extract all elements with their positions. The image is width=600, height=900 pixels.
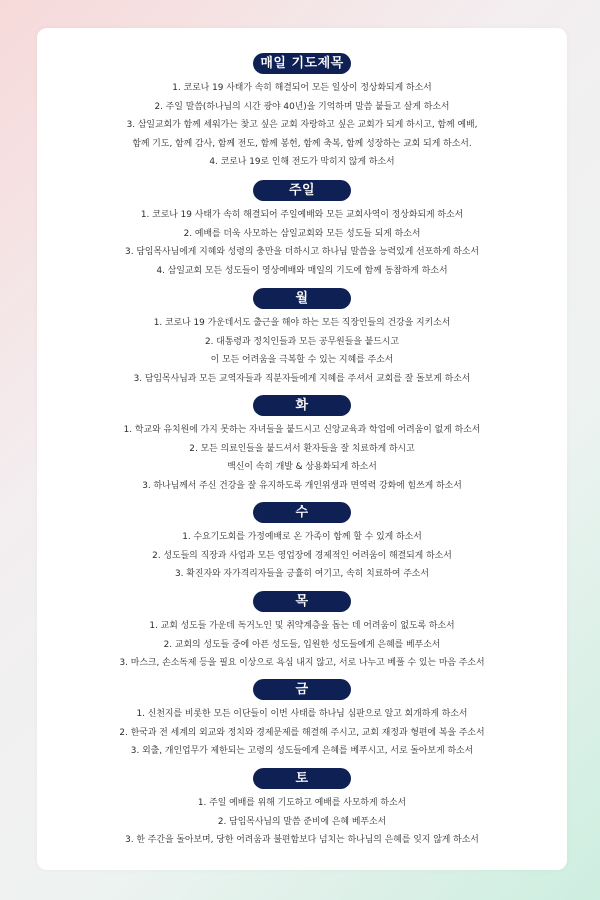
- prayer-line: 2. 모든 의료인들을 붙드셔서 환자들을 잘 치료하게 하시고: [189, 443, 415, 454]
- prayer-line: 3. 마스크, 손소독제 등을 필요 이상으로 욕심 내지 않고, 서로 나누고 베풀 수 있는 마음 주소서: [119, 658, 485, 668]
- section-saturday: [37, 768, 567, 850]
- prayer-line: 1. 코로나 19 사태가 속히 해결되어 주일예배와 모든 교회사역이 정상화되게 하소서: [140, 210, 464, 220]
- prayer-line: 2. 담임목사님의 말씀 준비에 은혜 베푸소서: [217, 816, 387, 827]
- prayer-line: 1. 수요기도회를 가정예배로 온 가족이 함께 할 수 있게 하소서: [182, 532, 422, 542]
- prayer-line: 3. 하나님께서 주신 건강을 잘 유지하도록 개인위생과 면역력 강화에 힘쓰게 하소서: [142, 480, 462, 491]
- prayer-line: 1. 코로나 19 사태가 속히 해결되어 모든 일상이 정상화되게 하소서: [172, 83, 432, 93]
- section-title: 금: [253, 679, 351, 700]
- prayer-line: 백신이 속히 개발 & 상용화되게 하소서: [227, 462, 377, 472]
- section-thursday: [37, 591, 567, 673]
- section-title: 수: [253, 502, 351, 523]
- prayer-line: 3. 한 주간을 돌아보며, 당한 어려움과 불편함보다 넘치는 하나님의 은혜를 잊지 않게 하소서: [125, 835, 479, 845]
- prayer-line: 2. 대통령과 정치인들과 모든 공무원들을 붙드시고: [204, 336, 400, 347]
- prayer-line: 1. 신천지를 비롯한 모든 이단들이 이번 사태를 하나님 심판으로 알고 회개하게 하소서: [136, 709, 468, 719]
- prayer-line: 함께 기도, 함께 감사, 함께 전도, 함께 봉헌, 함께 축복, 함께 성장하는 교회 되게 하소서.: [132, 138, 472, 149]
- section-wednesday: [37, 502, 567, 584]
- prayer-line: 2. 한국과 전 세계의 외교와 정치와 경제문제를 해결해 주시고, 교회 재정과 형편에 복을 주소서: [119, 727, 485, 738]
- prayer-line: 3. 담임목사님과 모든 교역자들과 직분자들에게 지혜를 주셔서 교회를 잘 돌보게 하소서: [133, 373, 471, 384]
- prayer-line: 1. 교회 성도들 가운데 독거노인 및 취약계층을 돕는 데 어려움이 없도록 하소서: [149, 621, 455, 631]
- prayer-card: [37, 28, 567, 870]
- prayer-line: 4. 삼일교회 모든 성도들이 영상예배와 매일의 기도에 함께 동참하게 하소서: [156, 265, 448, 276]
- prayer-line: 2. 주일 말씀(하나님의 시간 광야 40년)을 기억하며 말씀 붙들고 살게 하소서: [154, 101, 450, 112]
- section-monday: [37, 288, 567, 388]
- section-title: 토: [253, 768, 351, 789]
- section-title: 주일: [253, 180, 351, 201]
- section-title: 목: [253, 591, 351, 612]
- prayer-line: 1. 학교와 유치원에 가지 못하는 자녀들을 붙드시고 신앙교육과 학업에 어려움이 없게 하소서: [123, 425, 481, 435]
- prayer-line: 2. 성도들의 직장과 사업과 모든 영업장에 경제적인 어려움이 해결되게 하소서: [152, 550, 452, 561]
- section-title: 화: [253, 395, 351, 416]
- prayer-line: 1. 주일 예배를 위해 기도하고 예배를 사모하게 하소서: [197, 798, 407, 808]
- prayer-line: 3. 삼일교회가 함께 세워가는 찾고 싶은 교회 자랑하고 싶은 교회가 되게 하시고, 함께 예배,: [126, 120, 478, 130]
- section-tuesday: [37, 395, 567, 495]
- prayer-line: 3. 담임목사님에게 지혜와 성령의 충만을 더하시고 하나님 말씀을 능력있게 선포하게 하소서: [125, 247, 479, 257]
- section-title: 월: [253, 288, 351, 309]
- prayer-line: 3. 외출, 개인업무가 제한되는 고령의 성도들에게 은혜를 베푸시고, 서로 돌아보게 하소서: [130, 746, 474, 756]
- prayer-line: 2. 예배를 더욱 사모하는 삼일교회와 모든 성도들 되게 하소서: [183, 228, 421, 239]
- section-friday: [37, 679, 567, 761]
- prayer-line: 이 모든 어려움을 극복할 수 있는 지혜를 주소서: [210, 355, 394, 365]
- section-daily: [37, 53, 567, 172]
- prayer-line: 2. 교회의 성도들 중에 아픈 성도들, 입원한 성도들에게 은혜를 베푸소서: [163, 639, 441, 650]
- section-sunday: [37, 180, 567, 280]
- prayer-line: 1. 코로나 19 가운데서도 출근을 해야 하는 모든 직장인들의 건강을 지키소서: [153, 318, 451, 328]
- prayer-line: 4. 코로나 19로 인해 전도가 막히지 않게 하소서: [209, 157, 395, 167]
- prayer-line: 3. 확진자와 자가격리자들을 긍휼히 여기고, 속히 치료하여 주소서: [175, 569, 429, 579]
- section-title: 매일 기도제목: [253, 53, 351, 74]
